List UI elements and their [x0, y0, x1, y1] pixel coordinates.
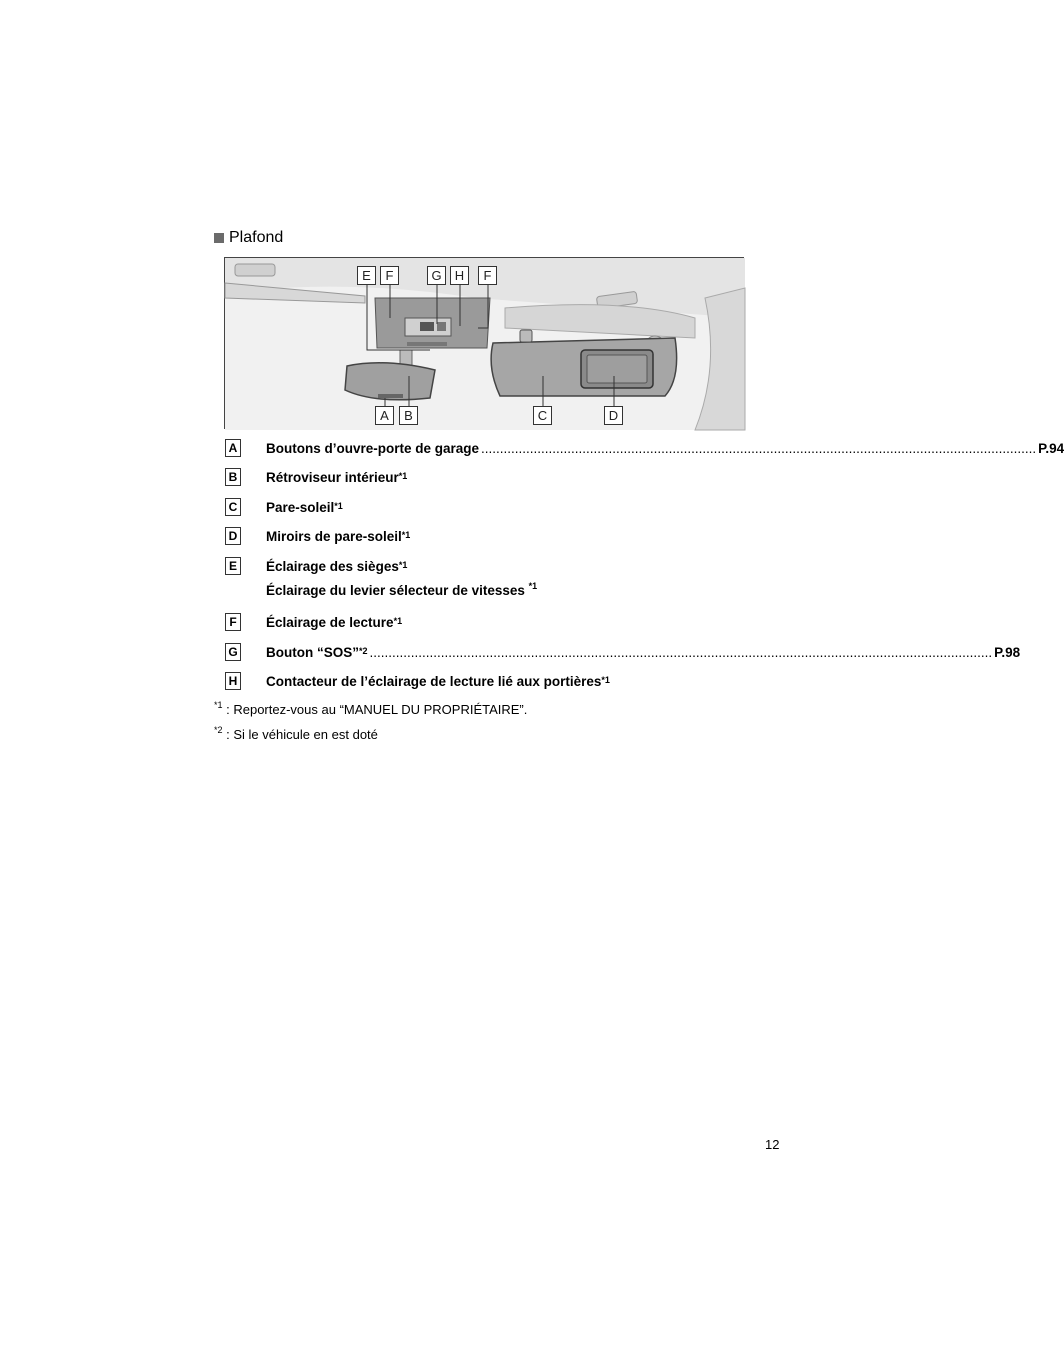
section-square-icon [214, 233, 224, 243]
item-badge: H [225, 672, 241, 690]
page-ref-link[interactable]: P.94 [1038, 440, 1064, 456]
ceiling-illustration [224, 257, 744, 429]
callout-F-right: F [478, 266, 497, 285]
door-switch [437, 322, 446, 331]
item-label: Contacteur de l’éclairage de lecture lié aux portières [266, 673, 602, 689]
item-label: Pare-soleil [266, 499, 335, 515]
callout-A: A [375, 406, 394, 425]
footnote-text: : Si le véhicule en est doté [222, 727, 378, 742]
item-badge: E [225, 557, 241, 575]
item-label: Rétroviseur intérieur [266, 469, 399, 485]
section-title-text: Plafond [229, 229, 284, 246]
garage-buttons [378, 394, 403, 398]
footnote-text: : Reportez-vous au “MANUEL DU PROPRIÉTAIRE”. [222, 702, 528, 717]
item-label: Éclairage de lecture [266, 614, 394, 630]
item-badge: A [225, 439, 241, 457]
visor-clip [520, 330, 532, 342]
footnote-mark: *1 [214, 699, 223, 710]
list-item-E-subline [266, 580, 538, 598]
list-item-H: H Contacteur de l’éclairage de lecture lié aux portières $^{*1}$ [225, 671, 745, 691]
item-badge: G [225, 643, 241, 661]
list-item-G: G Bouton “SOS” $^{*2}$ ...................................................................................................................................................................... P.98 [225, 642, 745, 662]
list-item-E: E Éclairage des sièges $^{*1}$ [225, 556, 745, 576]
footnote-mark: *2 [214, 724, 223, 735]
visor-mirror [587, 355, 647, 383]
list-item-F: F Éclairage de lecture $^{*1}$ [225, 612, 745, 632]
callout-C: C [533, 406, 552, 425]
section-title [214, 229, 283, 247]
page-number: 12 [765, 1137, 780, 1152]
item-badge: B [225, 468, 241, 486]
callout-H: H [450, 266, 469, 285]
leader-dots: .................................................................................................................................................... [481, 440, 1037, 456]
list-item-A [225, 438, 1064, 458]
item-label: Boutons d’ouvre-porte de garage [266, 440, 480, 456]
item-badge: D [225, 527, 241, 545]
subline-label: Éclairage du levier sélecteur de vitesses [266, 583, 529, 598]
item-label: Miroirs de pare-soleil [266, 528, 402, 544]
list-item-B: B Rétroviseur intérieur $^{*1}$ [225, 467, 745, 487]
list-item-D: D Miroirs de pare-soleil $^{*1}$ [225, 526, 745, 546]
item-badge: C [225, 498, 241, 516]
list-item-C: C Pare-soleil $^{*1}$ [225, 497, 745, 517]
item-badge: F [225, 613, 241, 631]
footnote-1 [214, 699, 528, 717]
callout-G: G [427, 266, 446, 285]
page-ref-link[interactable]: P.98 [994, 644, 1021, 660]
callout-F-left: F [380, 266, 399, 285]
console-slot [407, 342, 447, 346]
footnote-mark: *1 [528, 580, 538, 591]
sos-button [420, 322, 434, 331]
callout-B: B [399, 406, 418, 425]
item-label: Éclairage des sièges [266, 558, 399, 574]
footnote-2 [214, 724, 378, 742]
leader-dots: ...................................................................................................................................................................... [369, 644, 993, 660]
light-left [235, 264, 275, 276]
callout-D: D [604, 406, 623, 425]
callout-E: E [357, 266, 376, 285]
item-label: Bouton “SOS” [266, 644, 359, 660]
